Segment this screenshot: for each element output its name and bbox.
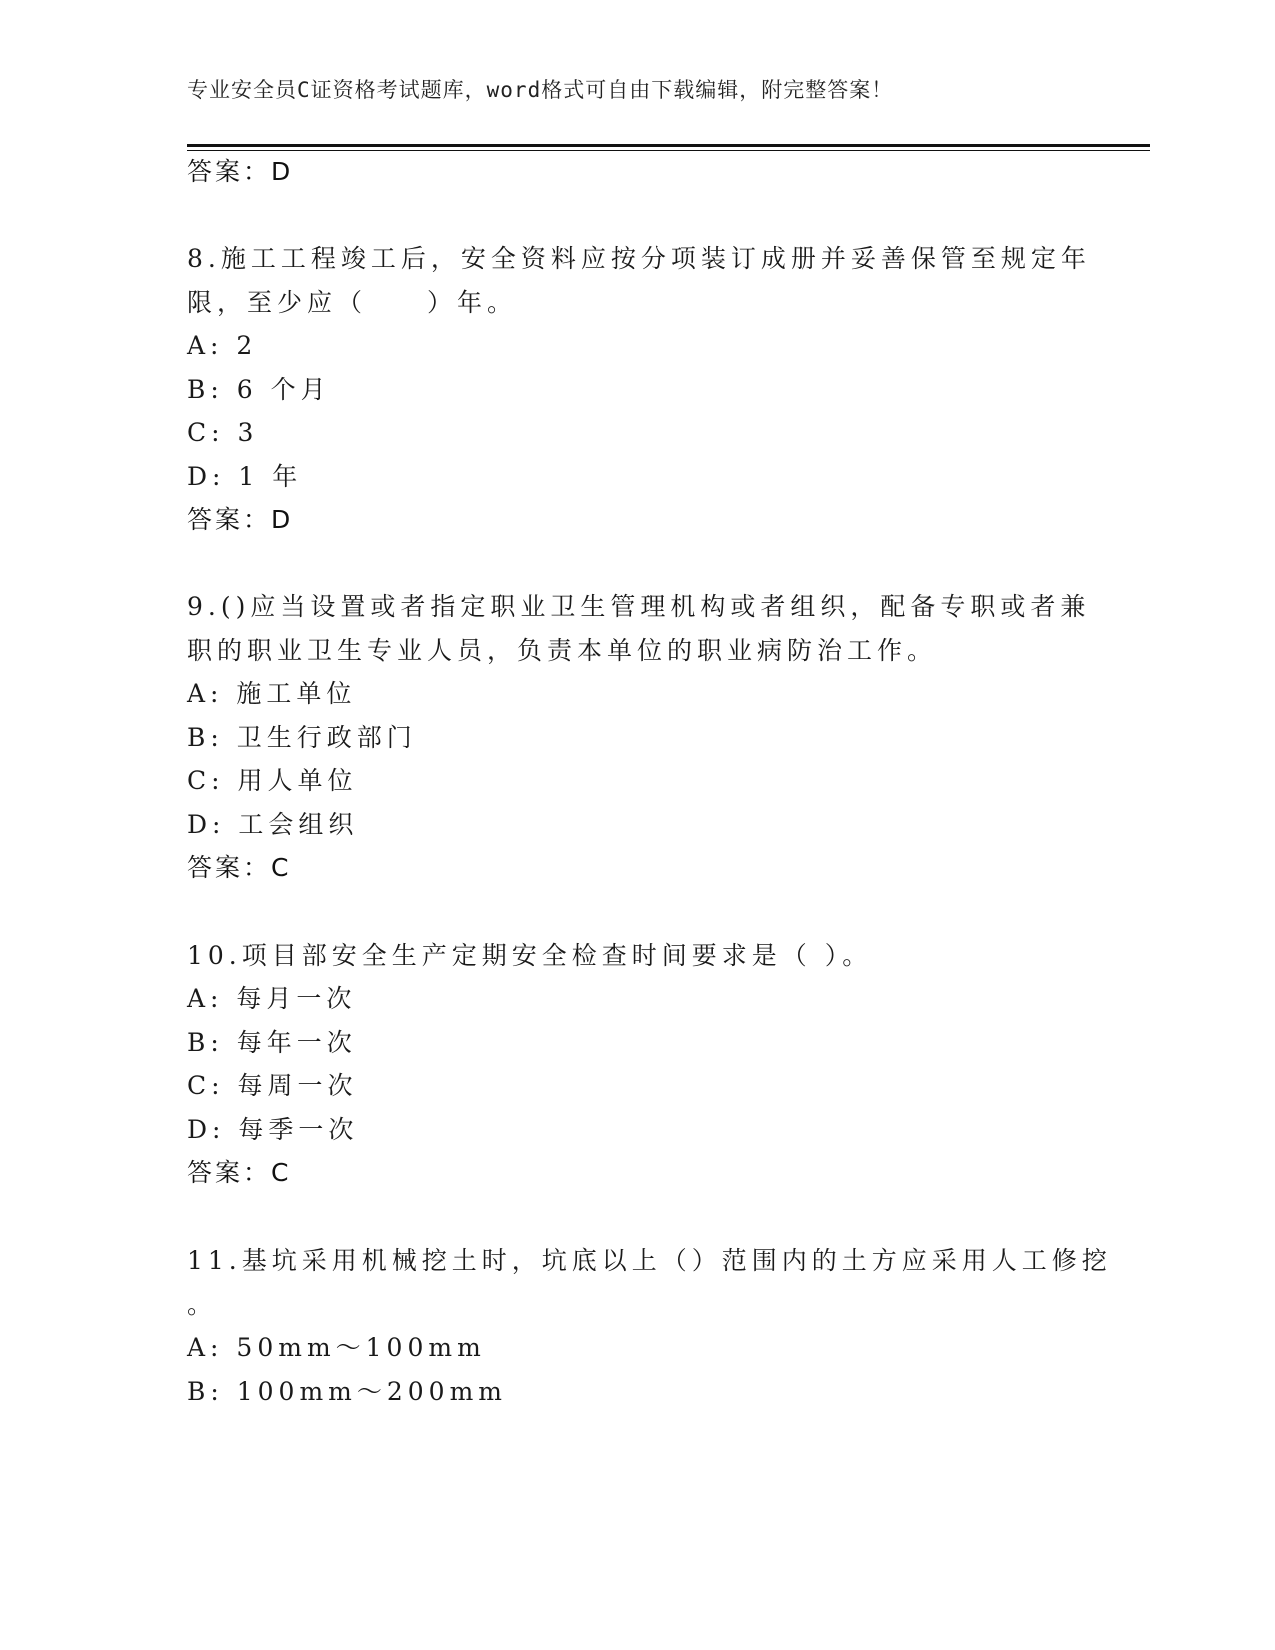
question-9-option-b: B: 卫生行政部门 — [187, 723, 417, 752]
question-8-option-b: B: 6 个月 — [187, 375, 331, 404]
page-header: 专业安全员C证资格考试题库，word格式可自由下载编辑，附完整答案！ — [187, 78, 894, 102]
question-8-answer: 答案：D — [187, 505, 294, 534]
question-9-option-c: C: 用人单位 — [187, 766, 358, 795]
question-8-stem-line-2: 限，至少应（ ）年。 — [187, 288, 518, 317]
header-rule-thin — [187, 150, 1150, 151]
question-10-option-c: C: 每周一次 — [187, 1071, 358, 1100]
question-11-option-b: B: 100mm～200mm — [187, 1377, 508, 1406]
question-9-option-a: A: 施工单位 — [187, 679, 357, 708]
question-11-stem-line-1: 11.基坑采用机械挖土时，坑底以上（）范围内的土方应采用人工修挖 — [187, 1246, 1112, 1275]
question-10-option-a: A: 每月一次 — [187, 984, 357, 1013]
question-9-stem-line-2: 职的职业卫生专业人员，负责本单位的职业病防治工作。 — [187, 636, 938, 665]
question-8-option-a: A: 2 — [187, 331, 258, 360]
question-8-stem-line-1: 8.施工工程竣工后，安全资料应按分项装订成册并妥善保管至规定年 — [187, 244, 1091, 273]
question-9-stem-line-1: 9.()应当设置或者指定职业卫生管理机构或者组织，配备专职或者兼 — [187, 592, 1091, 621]
question-9-answer: 答案：C — [187, 853, 292, 882]
question-9-option-d: D: 工会组织 — [187, 810, 359, 839]
question-8-option-d: D: 1 年 — [187, 462, 303, 491]
question-11-option-a: A: 50mm～100mm — [187, 1333, 486, 1362]
answer-line: 答案：D — [187, 157, 294, 186]
question-8-option-c: C: 3 — [187, 418, 259, 447]
question-11-stem-line-2: 。 — [187, 1290, 218, 1319]
question-10-option-b: B: 每年一次 — [187, 1028, 357, 1057]
question-10-stem-line-1: 10.项目部安全生产定期安全检查时间要求是（ ）。 — [187, 941, 873, 970]
question-10-answer: 答案：C — [187, 1158, 292, 1187]
header-rule-thick — [187, 144, 1150, 147]
question-10-option-d: D: 每季一次 — [187, 1115, 359, 1144]
